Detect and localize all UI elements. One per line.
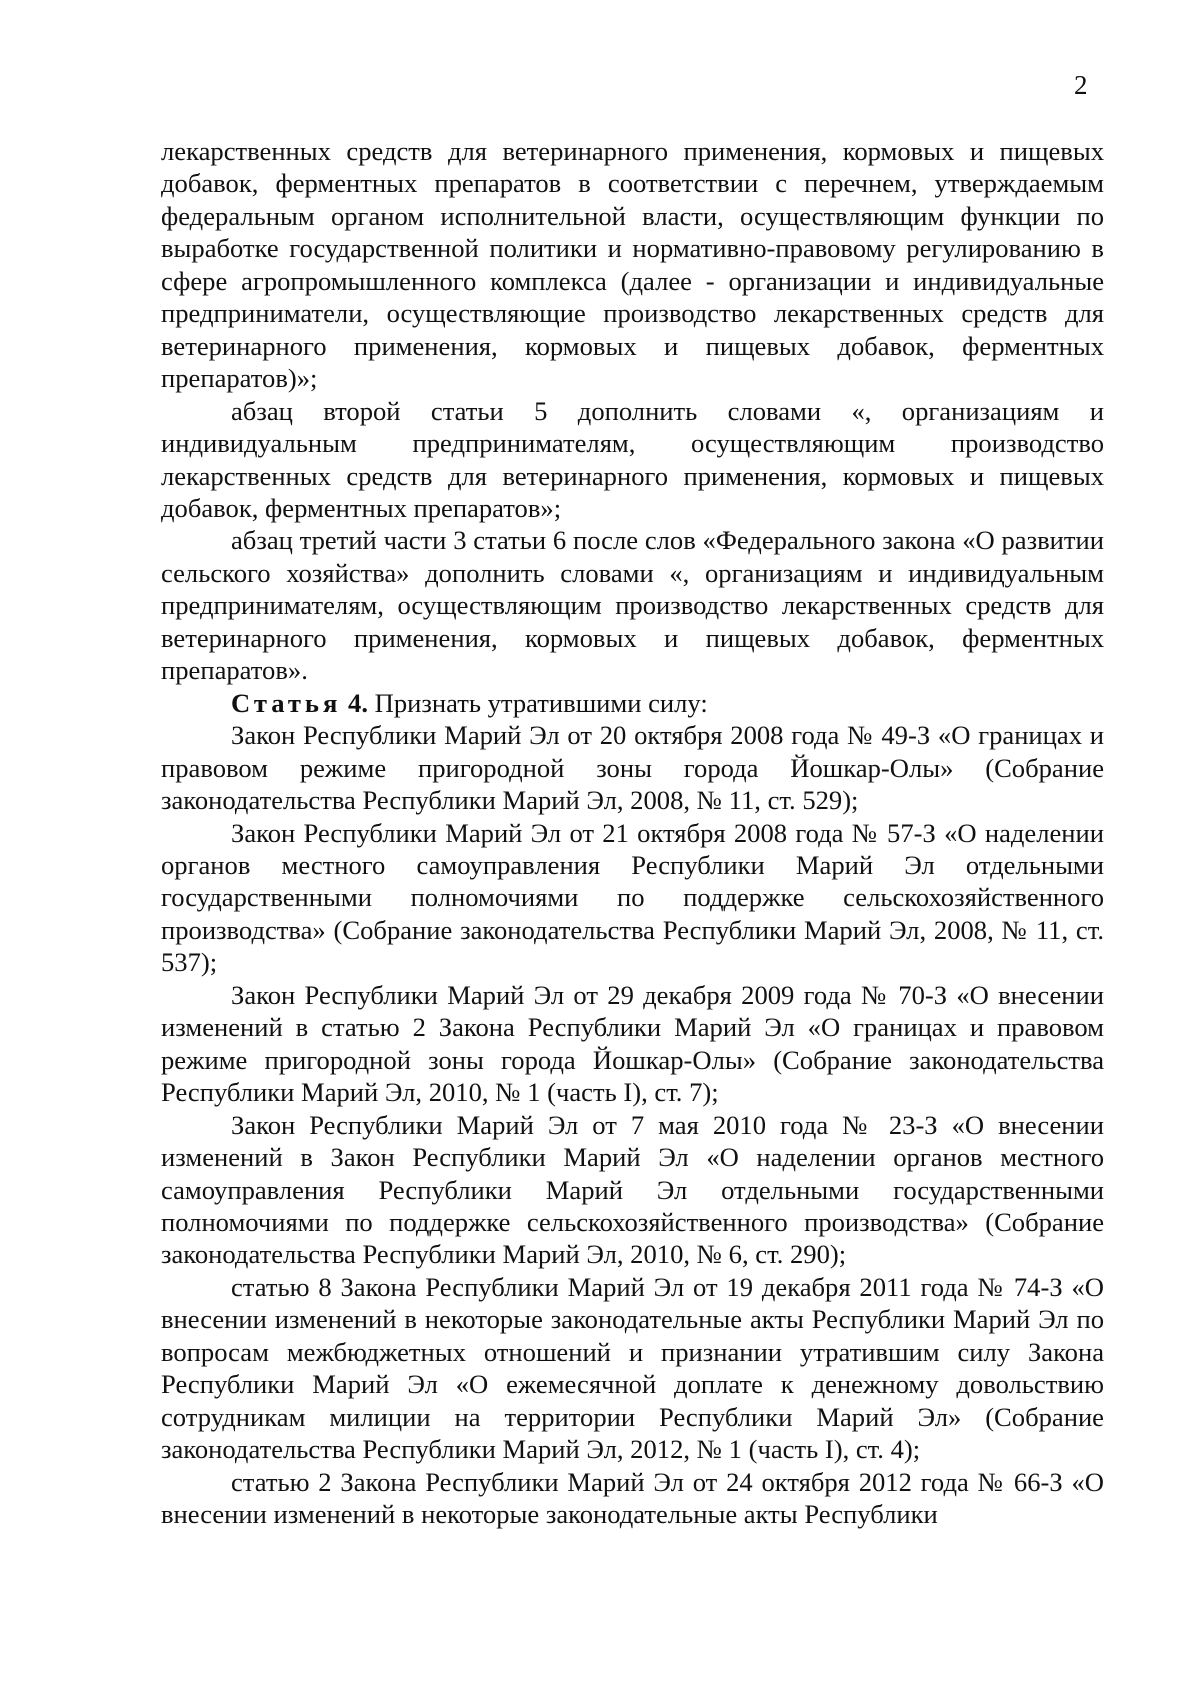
paragraph-continuation: лекарственных средств для ветеринарного применения, кормовых и пищевых добавок, ферментных препаратов в соответствии с перечнем, утверждаемым федеральным органом исполнительной власти, осуществляющим функции по выработке государственной политики и нормативно-правовому регулированию в сфере агропромышленного комплекса (далее - организации и индивидуальные предприниматели, осуществляющие производство лекарственных средств для ветеринарного применения, кормовых и пищевых добавок, ферментных препаратов)»; xyxy=(161,136,1104,394)
paragraph-article-5-amendment: абзац второй статьи 5 дополнить словами «, организациям и индивидуальным предпринимателям, осуществляющим производство лекарственных средств для ветеринарного применения, кормовых и пищевых добавок, ферментных препаратов»; xyxy=(161,395,1104,523)
article-number: 4. xyxy=(348,687,368,718)
article-4-text: Признать утратившими силу: xyxy=(374,687,708,718)
article-4-heading xyxy=(161,687,1104,719)
repealed-law-item: Закон Республики Марий Эл от 21 октября 2008 года № 57-З «О наделении органов местного самоуправления Республики Марий Эл отдельными государственными полномочиями по поддержке сельскохозяйственного производства» (Собрание законодательства Республики Марий Эл, 2008, № 11, ст. 537); xyxy=(161,817,1104,978)
repealed-law-item: статью 8 Закона Республики Марий Эл от 19 декабря 2011 года № 74-З «О внесении изменений в некоторые законодательные акты Республики Марий Эл по вопросам межбюджетных отношений и признании утратившим силу Закона Республики Марий Эл «О ежемесячной доплате к денежному довольствию сотрудникам милиции на территории Республики Марий Эл» (Собрание законодательства Республики Марий Эл, 2012, № 1 (часть I), ст. 4); xyxy=(161,1271,1104,1465)
repealed-law-item: статью 2 Закона Республики Марий Эл от 24 октября 2012 года № 66-З «О внесении изменений в некоторые законодательные акты Республики xyxy=(161,1466,1104,1530)
paragraph-article-6-amendment: абзац третий части 3 статьи 6 после слов «Федерального закона «О развитии сельского хозяйства» дополнить словами «, организациям и индивидуальным предпринимателям, осуществляющим производство лекарственных средств для ветеринарного применения, кормовых и пищевых добавок, ферментных препаратов». xyxy=(161,525,1104,686)
document-body xyxy=(161,135,1104,1530)
page-number: 2 xyxy=(1074,70,1088,100)
repealed-law-item: Закон Республики Марий Эл от 20 октября 2008 года № 49-З «О границах и правовом режиме пригородной зоны города Йошкар-Олы» (Собрание законодательства Республики Марий Эл, 2008, № 11, ст. 529); xyxy=(161,720,1104,816)
article-label: Статья xyxy=(231,687,342,718)
repealed-law-item: Закон Республики Марий Эл от 7 мая 2010 года № 23-З «О внесении изменений в Закон Республики Марий Эл «О наделении органов местного самоуправления Республики Марий Эл отдельными государственными полномочиями по поддержке сельскохозяйственного производства» (Собрание законодательства Республики Марий Эл, 2010, № 6, ст. 290); xyxy=(161,1109,1104,1270)
repealed-law-item: Закон Республики Марий Эл от 29 декабря 2009 года № 70-З «О внесении изменений в статью 2 Закона Республики Марий Эл «О границах и правовом режиме пригородной зоны города Йошкар-Олы» (Собрание законодательства Республики Марий Эл, 2010, № 1 (часть I), ст. 7); xyxy=(161,979,1104,1108)
